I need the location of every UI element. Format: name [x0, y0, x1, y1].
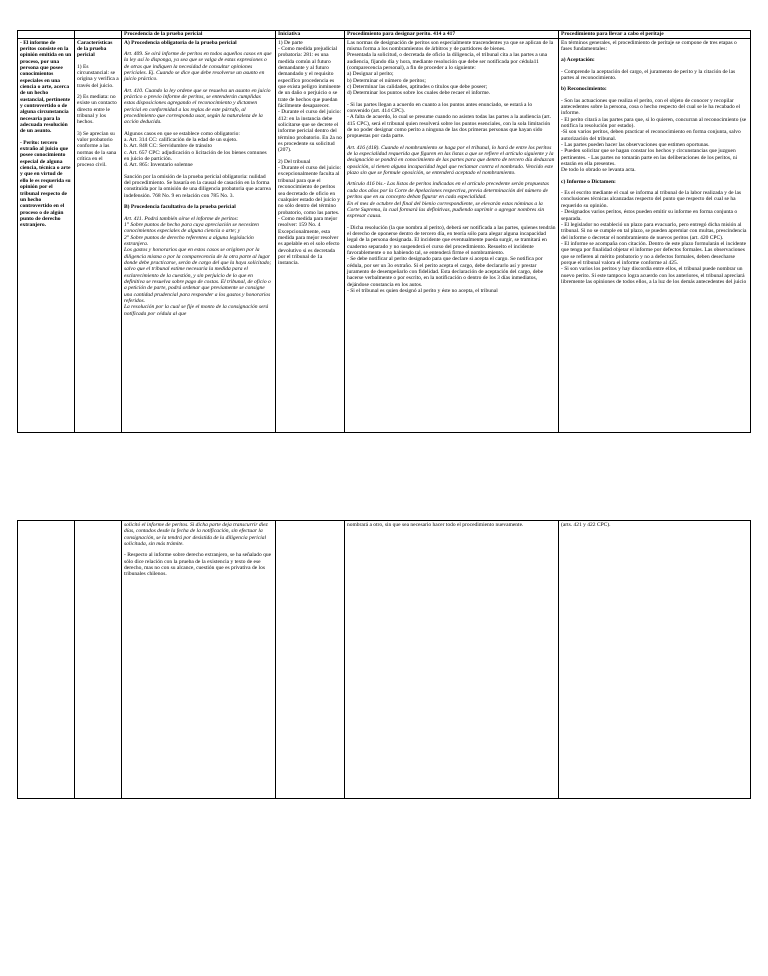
cell-llevar-peritaje — [559, 521, 751, 799]
paragraph: B) Procedencia facultativa de la prueba pericial — [124, 204, 236, 211]
header-cell-llevar-peritaje: Procedimiento para llevar a cabo el peritaje — [559, 31, 751, 39]
header-cell-concept — [18, 31, 75, 39]
paragraph: c) Informe o Dictamen: — [561, 178, 616, 185]
cell-designar-perito — [345, 521, 559, 799]
paragraph: - Dicha resolución (la que nombra al perito), deberá ser notificada a las partes, quienes tendrán el derecho de oponerse dentro de tercero día, en teoría sólo para alegar alguna incapacidad legal de la persona designada. El incidente que eventualmente pueda surgir, se tramitará en cuaderno separado y no suspenderá el curso del procedimiento. Resuelto el incidente favorablemente o no habiendo tal, se entenderá firme el nombramiento. - Se debe notificar al perito designado para que declare si acepta el cargo. Se notifica por cédula, por ser un 3o extraño. Si el perito acepta el cargo, debe declararlo así y prestar juramento de desempeñarlo con fidelidad. Esta declaración de aceptación del cargo, debe hacerse verbalmente o por escrito, en la notificación o dentro de los 3 días inmediatos, dejándose constancia en los autos. - Si el tribunal es quien designó al perito y éste no acepta, el tribunal — [347, 224, 556, 294]
paragraph: Art. 410. Cuando la ley ordene que se resuelva un asunto en juicio práctico o previo informe de peritos, se entenderán cumplidas estas disposiciones agregando el reconocimiento y dictamen pericial en conformidad a las reglas de este párrafo, al procedimiento que corresponda usar, según la naturaleza de la acción deducida. — [124, 87, 271, 126]
paragraph: (arts. 421 y 422 CPC). — [561, 522, 611, 528]
paragraph: b) Reconocimiento: — [561, 86, 607, 93]
paragraph: 3) Se aprecian su valor probatorio conforme a las normas de la sana crítica en el proceso civil. — [77, 130, 117, 169]
comparison-table-page-1 — [17, 30, 751, 433]
cell-concept — [18, 521, 75, 799]
cell-llevar-peritaje — [559, 38, 751, 432]
comparison-table-page-2 — [17, 520, 751, 799]
paragraph: En términos generales, el procedimiento de peritaje se compone de tres etapas o fases fundamentales: — [561, 39, 737, 52]
paragraph: - Son las actuaciones que realiza el perito, con el objeto de conocer y recopilar antecedentes sobre la persona, cosa o hecho respecto del cual se le ha recabado el informe. - El perito citará a las partes para que, si lo quieren, concurran al reconocimiento (se notifica la resolución por estado). -Si son varios peritos, deben practicar el reconocimiento en forma conjunta, salvo autorización del tribunal. - Las partes pueden hacer las observaciones que estimen oportunas. - Pueden solicitar que se hagan constar los hechos y circunstancias que juzguen pertinentes. - Las partes no tomarán parte en las deliberaciones de los peritos, ni estarán en ella presentes. De todo lo obrado se levanta acta. — [561, 97, 747, 174]
table-row — [18, 521, 751, 799]
paragraph: Art. 409. Se oirá informe de peritos en todos aquellos casos en que la ley así lo disponga, ya sea que se valga de estas expresiones o de otras que indiquen la necesidad de consultar opiniones periciales. Ej. Cuando se dice que debe resolverse un asunto en juicio práctico. — [124, 50, 272, 83]
paragraph: Art. 411. Podrá también oírse el informe de peritos: 1° Sobre puntos de hecho para cuya apreciación se necesiten conocimientos especiales de alguna ciencia o arte; y 2° Sobre puntos de derecho referentes a alguna legislación extranjera. Los gastos y honorarios que en estos casos se originen por la diligencia misma o por la comparecencia de la otra parte al lugar donde debe practicarse, serán de cargo del que la haya solicitado; salvo que el tribunal estime necesaria la medida para el esclarecimiento de la cuestión, y sin perjuicio de lo que en definitiva se resuelva sobre pago de costas. El tribunal, de oficio o a petición de parte, podrá ordenar que previamente se consigne una cantidad prudencial para responder a los gastos y honorarios referidos. La resolución por la cual se fije el monto de la consignación será notificada por cédula al que — [124, 215, 272, 317]
paragraph: - Es el escrito mediante el cual se informa al tribunal de la labor realizada y de las conclusiones técnicas alcanzadas respecto del punto que respecto del cual se ha requerido su opinión. - Designados varios peritos, éstos pueden emitir su informe en forma conjunta o separada. - El legislador no estableció un plazo para evacuarlo, pero entregó dicha misión al tribunal. Si no se cumple en tal plazo, se pueden apremiar con multas, prescindencia del informe o decretar el nombramiento de nuevos peritos (art. 420 CPC). - El informe se acompaña con citación. Dentro de este plazo formularán el incidente que tenga por finalidad objetar el informe por defectos formales. Las observaciones que se refieren al mérito probatorio y no a defectos formales, deben desecharse porque el tribunal valora el informe conforme al 425. - Si son varios los peritos y hay discordia entre ellos, el tribunal puede nombrar un nuevo perito. Si este tampoco logra acuerdo con los anteriores, el tribunal apreciará libremente las opiniones de todos ellos, a la luz de los demás antecedentes del juicio — [561, 190, 747, 285]
cell-concept — [18, 38, 75, 432]
paragraph: Características de la prueba pericial — [77, 39, 113, 59]
table-header-row — [18, 31, 751, 39]
paragraph: Artículo 416 bis.- Las listas de peritos indicadas en el artículo precedente serán propuestas cada dos años por la Corte de Apelaciones respectiva, previa determinación del número de peritos que en su concepto deban figurar en cada especialidad. En el mes de octubre del final del bienio correspondiente, se elevarán estas nóminas a la Corte Suprema, la cual formará las definitivas, pudiendo suprimir o agregar nombres sin expresar causa. — [347, 181, 549, 220]
paragraph: - Respecto al informe sobre derecho extranjero, se ha señalado que sólo dice relación con la prueba de la existencia y texto de ese derecho, mas no con su alcance, cuestión que es privativa de los tribunales chilenos. — [124, 552, 272, 578]
cell-iniciativa — [276, 521, 345, 799]
paragraph: Art. 416 (418). Cuando el nombramiento se haga por el tribunal, lo hará de entre los peritos de la especialidad requerida que figuren en las listas a que se refiere el artículo siguiente y la designación se pondrá en conocimiento de las partes para que dentro de tercero día deduzcan oposición, si tienen alguna incapacidad legal que reclamar contra el nombrado. Vencido este plazo sin que se formule oposición, se entenderá aceptado el nombramiento. — [347, 144, 555, 177]
paragraph: - Comprende la aceptación del cargo, el juramento de perito y la citación de las partes al reconocimiento. — [561, 68, 736, 81]
paragraph: 2) Del tribunal - Durante el curso del juicio: excepcionalmente faculta al tribunal para que el reconocimiento de peritos sea decretado de oficio en cualquier estado del juicio y no sólo dentro del término probatorio, como las partes. - Como medida para mejor resolver: 159 No. 4 Excepcionalmente, esta medida para mejor resolver es apelable en el solo efecto devolutivo si es decretada por el tribunal de 1a instancia. — [278, 158, 342, 267]
paragraph: 1) De parte - Como medida prejudicial probatoria: 281: es una medida común al futuro demandante y al futuro demandado y el requisito específico procedencia es que exista peligro inminente de un daño o perjuicio o se trate de hechos que puedan fácilmente desaparecer. - Durante el curso del juicio: 412: en la instancia debe solicitarse que se decrete el informe pericial dentro del término probatorio. En 2a no es procedente su solicitud (207). — [278, 39, 342, 154]
header-cell-procedencia: Procedencia de la prueba pericial — [122, 31, 276, 39]
paragraph: nombrará a otro, sin que sea necesario hacer todo el procedimiento nuevamente. — [347, 522, 524, 528]
cell-characteristics — [75, 38, 122, 432]
paragraph: 1) Es circunstancial: se origina y verifica a través del juicio. — [77, 63, 119, 89]
paragraph: a) Aceptación: — [561, 57, 595, 64]
header-cell-designar-perito: Procedimiento para designar perito. 414 a 417 — [345, 31, 559, 39]
cell-iniciativa — [276, 38, 345, 432]
cell-characteristics — [75, 521, 122, 799]
table-row — [18, 38, 751, 432]
paragraph: - El informe de peritos consiste en la opinión emitida en un proceso, por una persona que posee conocimientos especiales en una ciencia o arte, acerca de un hecho sustancial, pertinente y controvertido o de alguna circunstancia necesaria para la adecuada resolución de un asunto. — [20, 39, 72, 135]
document-page — [17, 30, 750, 578]
paragraph: Las normas de designación de peritos son especialmente trascendentes ya que se aplican de la misma forma a los nombramientos de árbitros y de partidores de bienes. Presentada la solicitud, o decretada de oficio la diligencia, el tribunal cita a las partes a una audiencia, fijando día y hora, mediante resolución que debe ser notificada por cédula11 (comparecencia personal), a fin de proceder a lo siguiente: a) Designar al perito; b) Determinar el número de peritos; c) Determinar las calidades, aptitudes o títulos que debe poseer; d) Determinar los puntos sobre los cuales debe recaer el informe. — [347, 39, 554, 97]
header-cell-iniciativa: Iniciativa — [276, 31, 345, 39]
cell-designar-perito — [345, 38, 559, 432]
paragraph: A) Procedencia obligatoria de la prueba pericial — [124, 39, 237, 46]
paragraph: - Si las partes llegan a acuerdo en cuanto a los puntos antes enunciado, se estará a lo convenido (art. 414 CPC). - A falta de acuerdo, lo cual se presume cuando no asisten todas las partes a la audiencia (art. 415 CPC), será el tribunal quien resolverá sobre los puntos esenciales, con la sola limitación de no poder designar como perito a ninguna de las dos primeras personas que hayan sido propuestas por cada parte. — [347, 101, 552, 140]
paragraph: solicitó el informe de peritos. Si dicha parte deja transcurrir diez días, contados desde la fecha de la notificación, sin efectuar la consignación, se la tendrá por desistida de la diligencia pericial solicitada, sin más trámite. — [124, 522, 268, 548]
paragraph: 2) Es mediata: no existe un contacto directo entre le tribunal y los hechos. — [77, 94, 117, 126]
paragraph: - Perito: tercero extraño al juicio que posee conocimiento especial de alguna ciencia, técnica o arte y que en virtud de ello le es requerida su opinión por el tribunal respecto de un hecho controvertido en el proceso o de algún punto de derecho extranjero. — [20, 139, 71, 229]
cell-procedencia — [122, 521, 276, 799]
cell-procedencia — [122, 38, 276, 432]
header-cell-characteristics — [75, 31, 122, 39]
paragraph: Sanción por la omisión de la prueba pericial obligatoria: nulidad del procedimiento. Se basaría en la causal de casación en la forma constituida por la omisión de una diligencia probatoria que acarrea indefensión. 768 No. 9 en relación con 785 No. 3. — [124, 173, 271, 199]
paragraph: Algunos casos en que se establece como obligatorio: a. Art. 314 CC: calificación de la edad de un sujeto. b. Art. 848 CC: Servidumbre de tránsito c. Art. 657 CPC: adjudicación o licitación de los bienes comunes en juicio de partición. d. Art. 865: Inventario solemne — [124, 130, 267, 169]
